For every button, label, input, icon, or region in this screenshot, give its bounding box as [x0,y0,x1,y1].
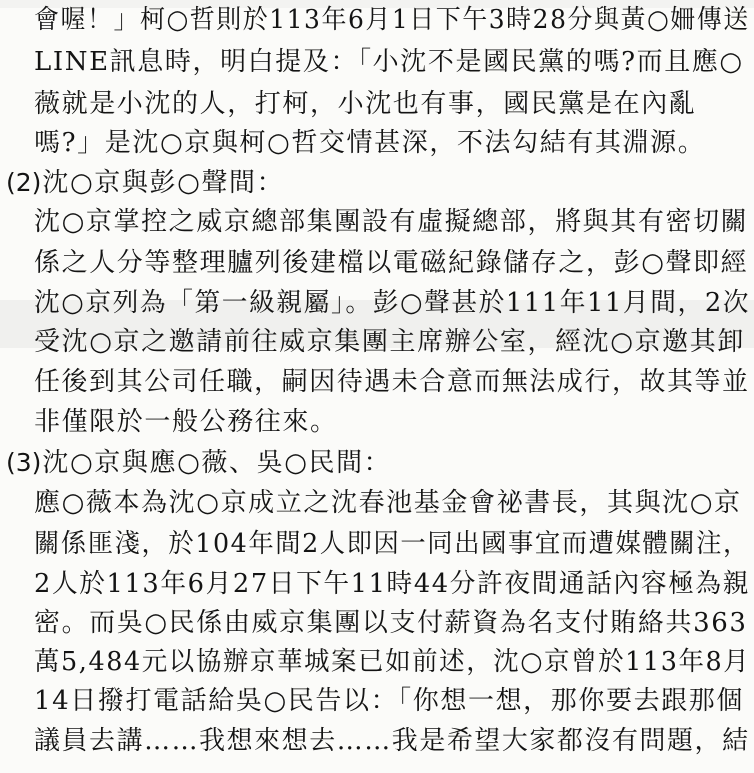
text-line: 14日撥打電話給吳○民告以：「你想一想，那你要去跟那個 [34,686,744,716]
text-line: 密。而吳○民係由威京集團以支付薪資為名支付賄絡共363 [34,608,748,638]
text-line: 應○薇本為沈○京成立之沈春池基金會祕書長，其與沈○京 [34,488,742,518]
text-line: 受沈○京之邀請前往威京集團主席辦公室，經沈○京邀其卸 [34,327,745,357]
section-number: (2) [6,168,42,197]
text-line: 議員去講……我想來想去……我是希望大家都沒有問題，結 [34,726,750,756]
text-line: 沈○京列為「第一級親屬」。彭○聲甚於111年11月間，2次 [34,288,751,318]
text-line: 非僅限於一般公務往來。 [34,407,338,437]
section-title: 沈○京與應○薇、吳○民間： [42,448,392,478]
text-line: 關係匪淺，於104年間2人即因一同出國事宜而遭媒體關注， [34,529,750,559]
text-line: LINE訊息時，明白提及：「小沈不是國民黨的嗎?而且應○ [34,47,744,77]
text-line: 薇就是小沈的人，打柯，小沈也有事，國民黨是在內亂 [34,89,697,119]
section-number: (3) [6,448,42,477]
section-heading [6,446,391,480]
text-line: 任後到其公司任職，嗣因待遇未合意而無法成行，故其等並 [34,367,750,397]
text-line: 會喔！」柯○哲則於113年6月1日下午3時28分與黃○姍傳送 [34,5,750,35]
section-heading [6,166,284,200]
section-title: 沈○京與彭○聲間： [42,168,285,198]
text-line: 萬5,484元以協辦京華城案已如前述，沈○京曾於113年8月 [34,647,751,677]
text-line: 沈○京掌控之威京總部集團設有虛擬總部，將與其有密切關 [34,207,749,237]
text-line: 係之人分等整理臚列後建檔以電磁紀錄儲存之，彭○聲即經 [34,248,749,278]
text-line: 嗎?」是沈○京與柯○哲交情甚深，不法勾結有其淵源。 [34,128,706,158]
text-line: 2人於113年6月27日下午11時44分許夜間通話內容極為親 [34,569,751,599]
